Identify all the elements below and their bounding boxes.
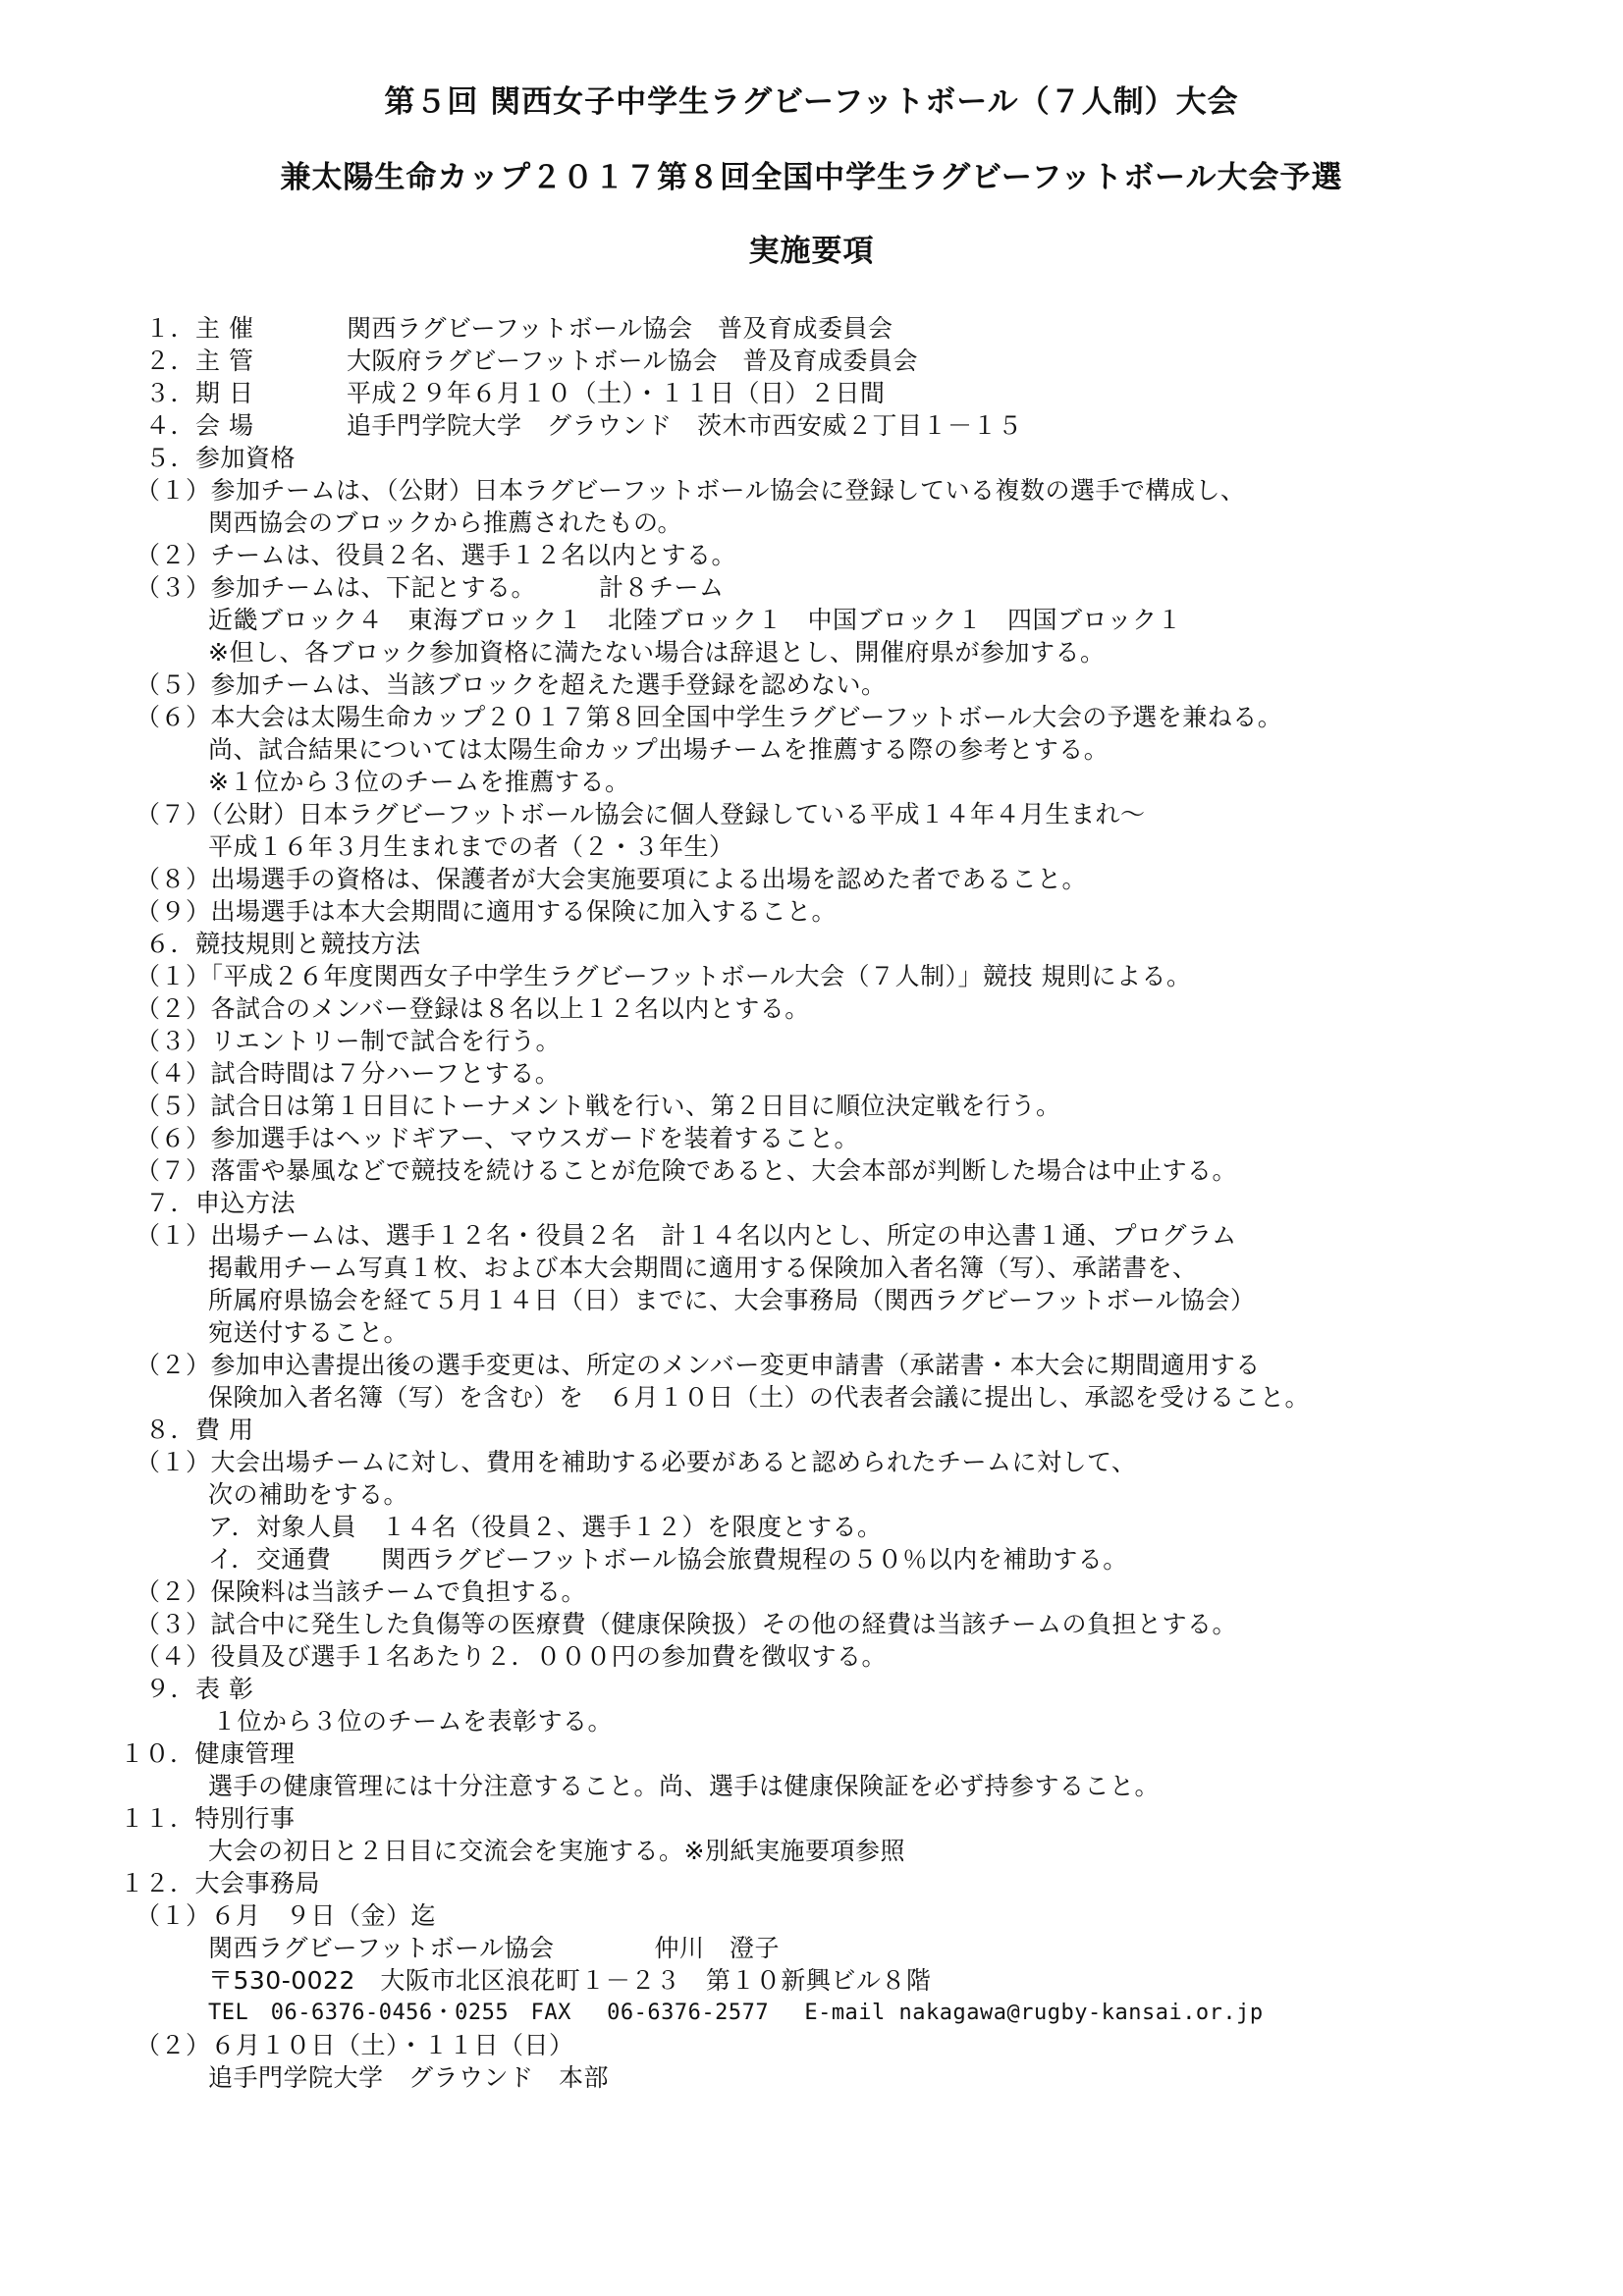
eligibility-line: 平成１６年３月生まれまでの者（２・３年生） bbox=[208, 832, 734, 861]
application-line: （１）出場チームは、選手１２名・役員２名 計１４名以内とし、所定の申込書１通、プログラム bbox=[135, 1221, 1237, 1250]
section-dates bbox=[145, 377, 886, 409]
section-heading: ８．費 用 bbox=[145, 1415, 254, 1444]
office-contact-line: TEL 06-6376-0456・0255 FAX 06-6376-2577 E-mail nakagawa@rugby-kansai.or.jp bbox=[208, 2001, 1264, 2025]
section-host bbox=[145, 345, 918, 377]
rules-line: （２）各試合のメンバー登録は８名以上１２名以内とする。 bbox=[135, 994, 810, 1023]
awards-line: １位から３位のチームを表彰する。 bbox=[212, 1707, 614, 1735]
eligibility-line: （１）参加チームは、（公財）日本ラグビーフットボール協会に登録している複数の選手で構成し、 bbox=[135, 476, 1246, 505]
eligibility-line: ※１位から３位のチームを推薦する。 bbox=[208, 768, 630, 796]
rules-line: （５）試合日は第１日目にトーナメント戦を行い、第２日目に順位決定戦を行う。 bbox=[135, 1092, 1061, 1120]
section-heading: ６．競技規則と競技方法 bbox=[145, 930, 421, 958]
venue-value: 追手門学院大学 グラウンド 茨木市西安威２丁目１－１５ bbox=[347, 411, 1023, 440]
venue-label: ４．会 場 bbox=[145, 411, 254, 440]
host-label: ２．主 管 bbox=[145, 347, 254, 375]
section-organizer bbox=[145, 312, 893, 345]
application-line: 所属府県協会を経て５月１４日（日）までに、大会事務局（関西ラグビーフットボール協会） bbox=[208, 1286, 1256, 1314]
application-line: 掲載用チーム写真１枚、および本大会期間に適用する保険加入者名簿（写）、承諾書を、 bbox=[208, 1254, 1198, 1282]
office-line: 関西ラグビーフットボール協会 仲川 澄子 bbox=[208, 1934, 781, 1962]
eligibility-line: （５）参加チームは、当該ブロックを超えた選手登録を認めない。 bbox=[135, 670, 887, 699]
eligibility-line: （８）出場選手の資格は、保護者が大会実施要項による出場を認めた者であること。 bbox=[135, 865, 1088, 893]
section-heading: ９．表 彰 bbox=[145, 1675, 254, 1703]
application-line: 宛送付すること。 bbox=[208, 1318, 409, 1347]
eligibility-line: （２）チームは、役員２名、選手１２名以内とする。 bbox=[135, 541, 737, 569]
expenses-line: （１）大会出場チームに対し、費用を補助する必要があると認められたチームに対して、 bbox=[135, 1448, 1137, 1476]
special-event-line: 大会の初日と２日目に交流会を実施する。※別紙実施要項参照 bbox=[208, 1837, 905, 1865]
organizer-value: 関西ラグビーフットボール協会 普及育成委員会 bbox=[347, 314, 893, 343]
section-heading: １２．大会事務局 bbox=[120, 1869, 321, 1897]
office-line: （１）６月 ９日（金）迄 bbox=[135, 1901, 437, 1930]
expenses-line: （２）保険料は当該チームで負担する。 bbox=[135, 1577, 587, 1606]
document-subtitle: 兼太陽生命カップ２０１７第８回全国中学生ラグビーフットボール大会予選 bbox=[280, 160, 1343, 195]
rules-line: （４）試合時間は７分ハーフとする。 bbox=[135, 1059, 561, 1088]
section-heading: ７．申込方法 bbox=[145, 1189, 297, 1217]
expenses-line: 次の補助をする。 bbox=[208, 1480, 409, 1509]
section-venue bbox=[145, 409, 1023, 442]
eligibility-line: （６）本大会は太陽生命カップ２０１７第８回全国中学生ラグビーフットボール大会の予選を兼ねる。 bbox=[135, 703, 1283, 731]
eligibility-line: （３）参加チームは、下記とする。 計８チーム bbox=[135, 573, 725, 602]
rules-line: （６）参加選手はヘッドギアー、マウスガードを装着すること。 bbox=[135, 1124, 860, 1152]
application-line: 保険加入者名簿（写）を含む）を ６月１０日（土）の代表者会議に提出し、承認を受けること。 bbox=[208, 1383, 1311, 1412]
section-heading: １１．特別行事 bbox=[120, 1804, 296, 1833]
rules-line: （１）「平成２６年度関西女子中学生ラグビーフットボール大会（７人制）」競技 規則による。 bbox=[135, 962, 1192, 990]
expenses-line: イ．交通費 関西ラグビーフットボール協会旅費規程の５０％以内を補助する。 bbox=[208, 1545, 1128, 1574]
eligibility-line: 尚、試合結果については太陽生命カップ出場チームを推薦する際の参考とする。 bbox=[208, 735, 1109, 764]
office-line: 〒530-0022 大阪市北区浪花町１－２３ 第１０新興ビル８階 bbox=[208, 1966, 932, 1995]
eligibility-line: 近畿ブロック４ 東海ブロック１ 北陸ブロック１ 中国ブロック１ 四国ブロック１ bbox=[208, 606, 1183, 634]
eligibility-line: ※但し、各ブロック参加資格に満たない場合は辞退とし、開催府県が参加する。 bbox=[208, 638, 1106, 667]
expenses-line: （４）役員及び選手１名あたり２．０００円の参加費を徴収する。 bbox=[135, 1642, 888, 1671]
eligibility-line: 関西協会のブロックから推薦されたもの。 bbox=[208, 508, 683, 537]
eligibility-line: （９）出場選手は本大会期間に適用する保険に加入すること。 bbox=[135, 897, 838, 926]
expenses-line: （３）試合中に発生した負傷等の医療費（健康保険扱）その他の経費は当該チームの負担とする。 bbox=[135, 1610, 1238, 1638]
rules-line: （３）リエントリー制で試合を行う。 bbox=[135, 1027, 562, 1055]
section-heading: ５．参加資格 bbox=[145, 444, 297, 472]
application-line: （２）参加申込書提出後の選手変更は、所定のメンバー変更申請書（承諾書・本大会に期間適用する bbox=[135, 1351, 1261, 1379]
office-line: （２）６月１０日（土）・１１日（日） bbox=[135, 2031, 574, 2059]
host-value: 大阪府ラグビーフットボール協会 普及育成委員会 bbox=[347, 347, 919, 375]
document-title: 第５回 関西女子中学生ラグビーフットボール（７人制）大会 bbox=[384, 84, 1239, 120]
section-heading: １０．健康管理 bbox=[120, 1739, 296, 1768]
dates-value: 平成２９年６月１０（土）・１１日（日）２日間 bbox=[347, 379, 886, 407]
organizer-label: １．主 催 bbox=[145, 314, 254, 343]
dates-label: ３．期 日 bbox=[145, 379, 254, 407]
expenses-line: ア．対象人員 １４名（役員２、選手１２）を限度とする。 bbox=[208, 1513, 883, 1541]
health-line: 選手の健康管理には十分注意すること。尚、選手は健康保険証を必ず持参すること。 bbox=[208, 1772, 1161, 1800]
document-heading: 実施要項 bbox=[748, 234, 875, 269]
rules-line: （７）落雷や暴風などで競技を続けることが危険であると、大会本部が判断した場合は中止する。 bbox=[135, 1156, 1238, 1185]
office-line: 追手門学院大学 グラウンド 本部 bbox=[208, 2063, 610, 2092]
eligibility-line: （７）（公財）日本ラグビーフットボール協会に個人登録している平成１４年４月生まれ～ bbox=[135, 800, 1146, 828]
